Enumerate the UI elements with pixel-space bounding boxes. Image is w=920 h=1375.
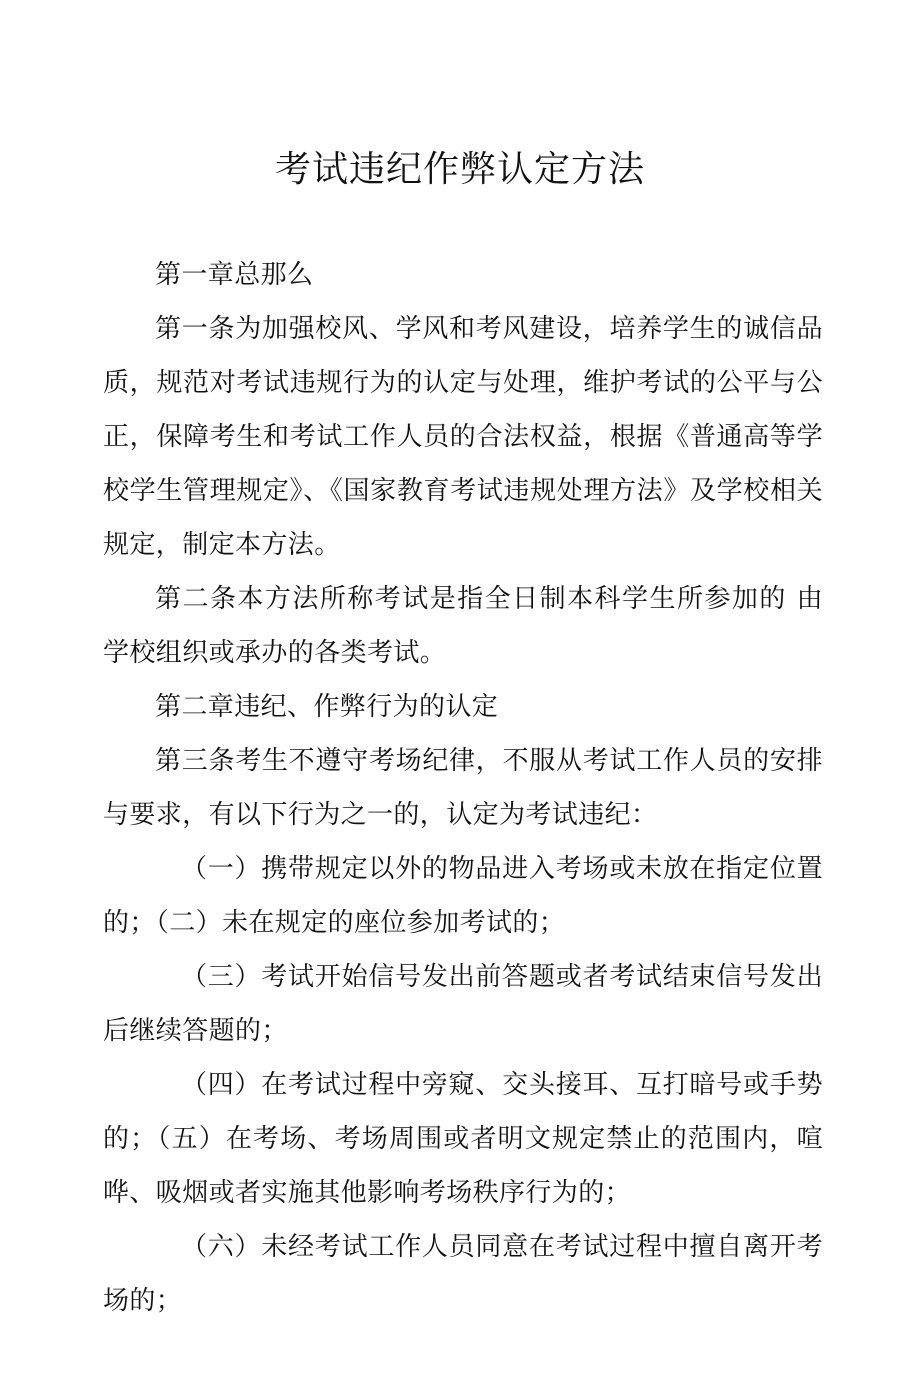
article-3: 第三条考生不遵守考场纪律，不服从考试工作人员的安排与要求，有以下行为之一的，认定为考试违纪： <box>103 746 823 830</box>
article-3-item-3: （三）考试开始信号发出前答题或者考试结束信号发出后继续答题的； <box>103 962 823 1046</box>
article-3-items-4-5: （四）在考试过程中旁窥、交头接耳、互打暗号或手势的；（五）在考场、考场周围或者明文规定禁止的范围内，喧哗、吸烟或者实施其他影响考场秩序行为的； <box>103 1070 823 1208</box>
article-3-item-6: （六）未经考试工作人员同意在考试过程中擅自离开考场的； <box>103 1232 823 1316</box>
article-2: 第二条本方法所称考试是指全日制本科学生所参加的 由学校组织或承办的各类考试。 <box>103 584 823 668</box>
article-3-items-1-2: （一）携带规定以外的物品进入考场或未放在指定位置的；（二）未在规定的座位参加考试的； <box>103 854 823 938</box>
chapter-2-heading: 第二章违纪、作弊行为的认定 <box>155 692 499 722</box>
article-1: 第一条为加强校风、学风和考风建设，培养学生的诚信品质，规范对考试违规行为的认定与处理，维护考试的公平与公正，保障考生和考试工作人员的合法权益，根据《普通高等学校学生管理规定》、《国家教育考试违规处理方法》及学校相关规定，制定本方法。 <box>103 314 823 560</box>
document-body <box>103 248 823 1328</box>
chapter-1-heading: 第一章总那么 <box>155 260 314 290</box>
document-title: 考试违纪作弊认定方法 <box>274 149 645 190</box>
